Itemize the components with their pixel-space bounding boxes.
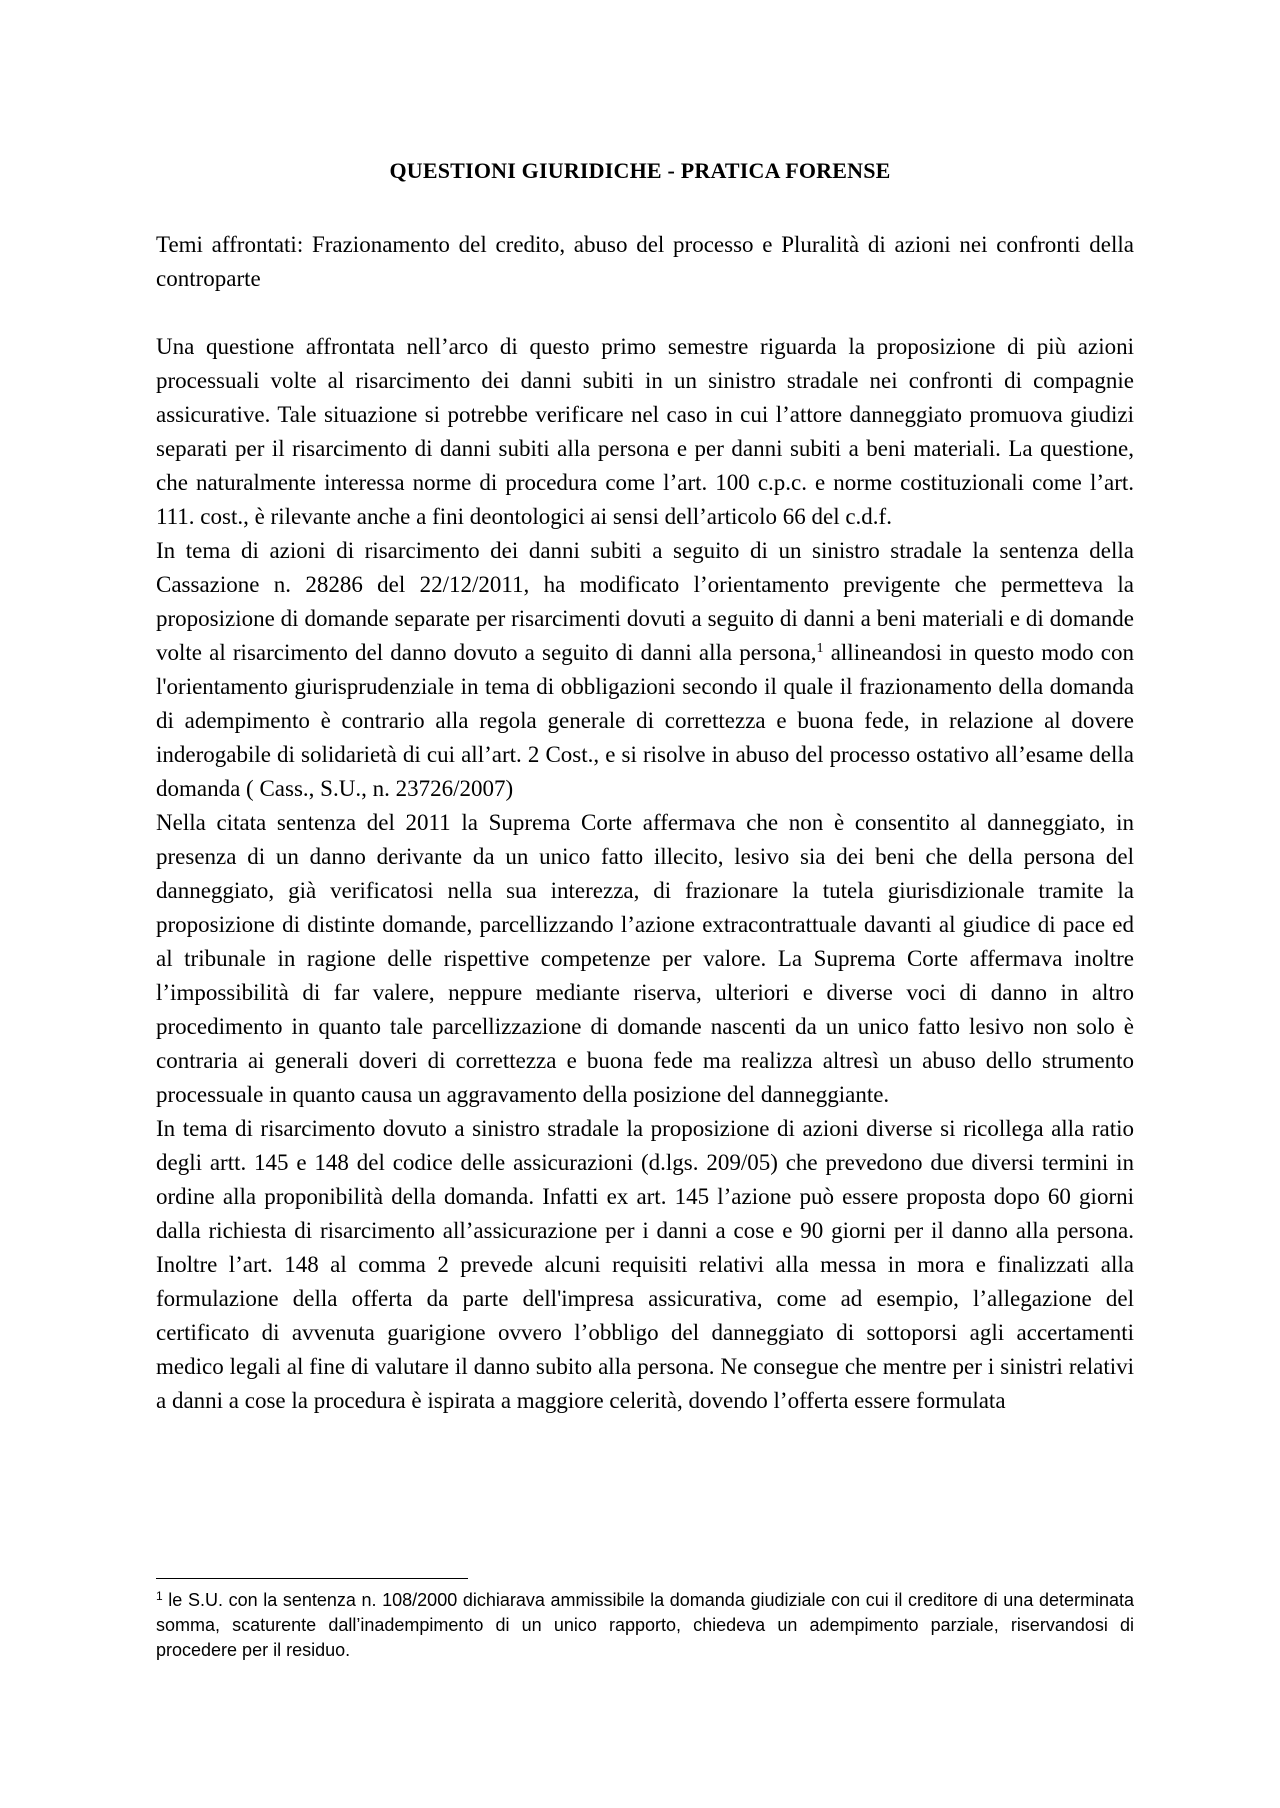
- footnote-separator: [156, 1578, 468, 1579]
- paragraph-4: In tema di risarcimento dovuto a sinistro stradale la proposizione di azioni diverse si ricollega alla ratio degli artt. 145 e 148 del codice delle assicurazioni (d.lgs. 209/05) che prevedono due diversi termini in ordine alla proponibilità della domanda. Infatti ex art. 145 l’azione può essere proposta dopo 60 giorni dalla richiesta di risarcimento all’assicurazione per i danni a cose e 90 giorni per il danno alla persona. Inoltre l’art. 148 al comma 2 prevede alcuni requisiti relativi alla messa in mora e finalizzati alla formulazione della offerta da parte dell'impresa assicurativa, come ad esempio, l’allegazione del certificato di avvenuta guarigione ovvero l’obbligo del danneggiato di sottoporsi agli accertamenti medico legali al fine di valutare il danno subito alla persona. Ne consegue che mentre per i sinistri relativi a danni a cose la procedura è ispirata a maggiore celerità, dovendo l’offerta essere formulata: [156, 1116, 1134, 1413]
- paragraph-2-part-2: allineandosi in questo modo con l'orientamento giurisprudenziale in tema di obbligazioni secondo il quale il frazionamento della domanda di adempimento è contrario alla regola generale di correttezza e buona fede, in relazione al dovere inderogabile di solidarietà di cui all’art. 2 Cost., e si risolve in abuso del processo ostativo all’esame della domanda ( Cass., S.U., n. 23726/2007): [156, 640, 1134, 801]
- document-subject: Temi affrontati: Frazionamento del credito, abuso del processo e Pluralità di azioni nei confronti della controparte: [156, 232, 1134, 291]
- document-title: QUESTIONI GIURIDICHE - PRATICA FORENSE: [389, 158, 891, 183]
- paragraph-1: Una questione affrontata nell’arco di questo primo semestre riguarda la proposizione di più azioni processuali volte al risarcimento dei danni subiti in un sinistro stradale nei confronti di compagnie assicurative. Tale situazione si potrebbe verificare nel caso in cui l’attore danneggiato promuova giudizi separati per il risarcimento di danni subiti alla persona e per danni subiti a beni materiali. La questione, che naturalmente interessa norme di procedura come l’art. 100 c.p.c. e norme costituzionali come l’art. 111. cost., è rilevante anche a fini deontologici ai sensi dell’articolo 66 del c.d.f.: [156, 334, 1134, 529]
- footnote-reference: 1: [816, 641, 824, 656]
- footnote: [156, 1588, 1134, 1663]
- paragraph-2: [156, 534, 1134, 806]
- document-body: [156, 330, 1134, 1418]
- paragraph-2-part-1: In tema di azioni di risarcimento dei danni subiti a seguito di un sinistro stradale la sentenza della Cassazione n. 28286 del 22/12/2011, ha modificato l’orientamento previgente che permetteva la proposizione di domande separate per risarcimenti dovuti a seguito di danni a beni materiali e di domande volte al risarcimento del danno dovuto a seguito di danni alla persona,: [156, 538, 1134, 665]
- footnote-marker: 1: [156, 1589, 163, 1603]
- footnote-text: le S.U. con la sentenza n. 108/2000 dichiarava ammissibile la domanda giudiziale con cui il creditore di una determinata somma, scaturente dall’inadempimento di un unico rapporto, chiedeva un adempimento parziale, riservandosi di procedere per il residuo.: [156, 1590, 1134, 1660]
- paragraph-3: Nella citata sentenza del 2011 la Suprema Corte affermava che non è consentito al danneggiato, in presenza di un danno derivante da un unico fatto illecito, lesivo sia dei beni che della persona del danneggiato, già verificatosi nella sua interezza, di frazionare la tutela giurisdizionale tramite la proposizione di distinte domande, parcellizzando l’azione extracontrattuale davanti al giudice di pace ed al tribunale in ragione delle rispettive competenze per valore. La Suprema Corte affermava inoltre l’impossibilità di far valere, neppure mediante riserva, ulteriori e diverse voci di danno in altro procedimento in quanto tale parcellizzazione di domande nascenti da un unico fatto lesivo non solo è contraria ai generali doveri di correttezza e buona fede ma realizza altresì un abuso dello strumento processuale in quanto causa un aggravamento della posizione del danneggiante.: [156, 810, 1134, 1107]
